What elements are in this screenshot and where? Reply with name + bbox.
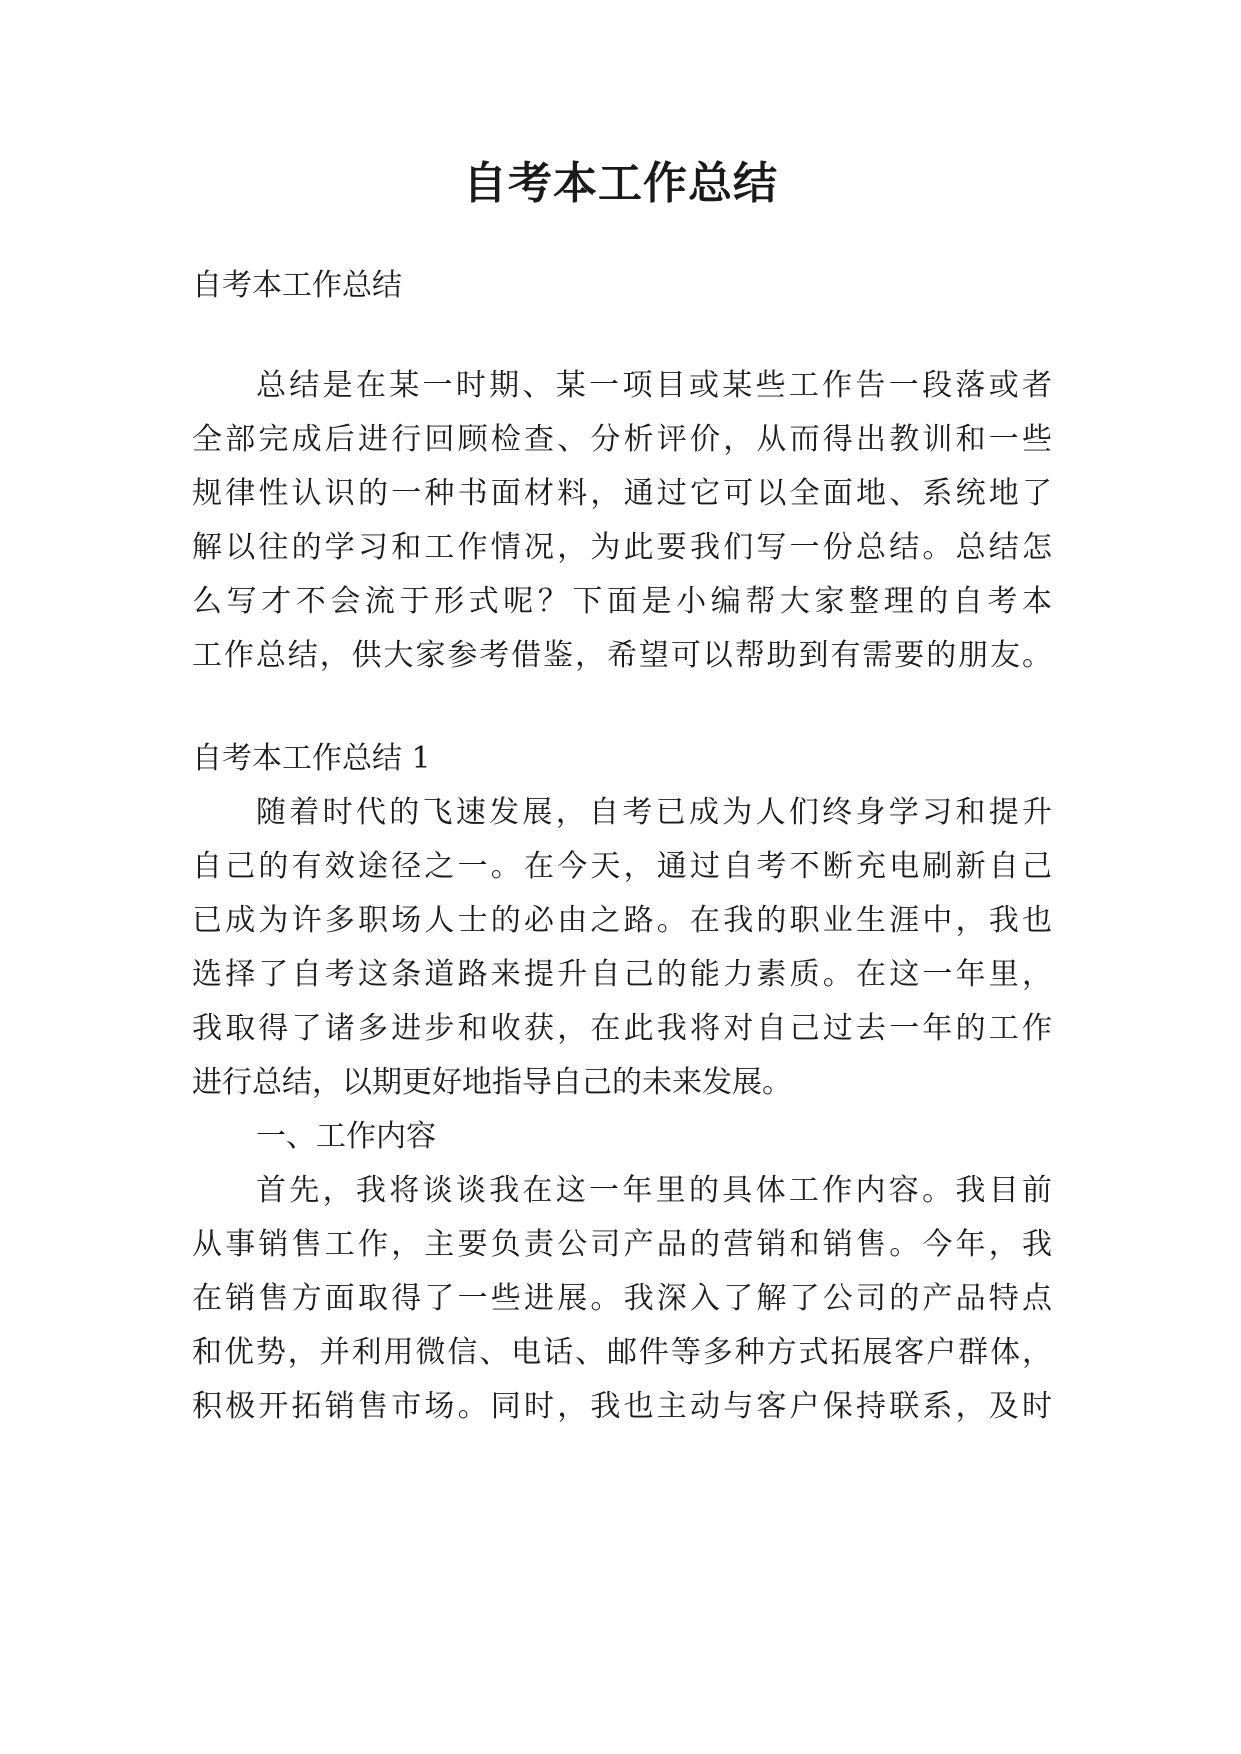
sub-heading: 一、工作内容: [256, 1119, 436, 1154]
work-line: 在销售方面取得了一些进展。我深入了解了公司的产品特点: [192, 1281, 1052, 1316]
intro-line: 工作总结，供大家参考借鉴，希望可以帮助到有需要的朋友。: [192, 638, 1052, 673]
work-line: 积极开拓销售市场。同时，我也主动与客户保持联系，及时: [192, 1389, 1052, 1424]
work-line: 和优势，并利用微信、电话、邮件等多种方式拓展客户群体，: [192, 1335, 1052, 1370]
section1-line: 已成为许多职场人士的必由之路。在我的职业生涯中，我也: [192, 903, 1052, 938]
section-heading: 自考本工作总结 1: [192, 741, 431, 776]
section1-line: 随着时代的飞速发展，自考已成为人们终身学习和提升: [256, 795, 1052, 830]
intro-line: 总结是在某一时期、某一项目或某些工作告一段落或者: [256, 368, 1052, 403]
section1-line: 进行总结，以期更好地指导自己的未来发展。: [192, 1065, 792, 1100]
section1-line: 选择了自考这条道路来提升自己的能力素质。在这一年里，: [192, 957, 1052, 992]
document-title: 自考本工作总结: [463, 158, 778, 209]
work-line: 从事销售工作，主要负责公司产品的营销和销售。今年，我: [192, 1227, 1052, 1262]
intro-line: 解以往的学习和工作情况，为此要我们写一份总结。总结怎: [192, 530, 1052, 565]
section1-line: 自己的有效途径之一。在今天，通过自考不断充电刷新自己: [192, 849, 1052, 884]
intro-line: 规律性认识的一种书面材料，通过它可以全面地、系统地了: [192, 476, 1052, 511]
intro-line: 全部完成后进行回顾检查、分析评价，从而得出教训和一些: [192, 422, 1052, 457]
intro-line: 么写才不会流于形式呢？下面是小编帮大家整理的自考本: [192, 584, 1052, 619]
document-subtitle: 自考本工作总结: [192, 268, 402, 303]
work-line: 首先，我将谈谈我在这一年里的具体工作内容。我目前: [256, 1173, 1052, 1208]
section1-line: 我取得了诸多进步和收获，在此我将对自己过去一年的工作: [192, 1011, 1052, 1046]
